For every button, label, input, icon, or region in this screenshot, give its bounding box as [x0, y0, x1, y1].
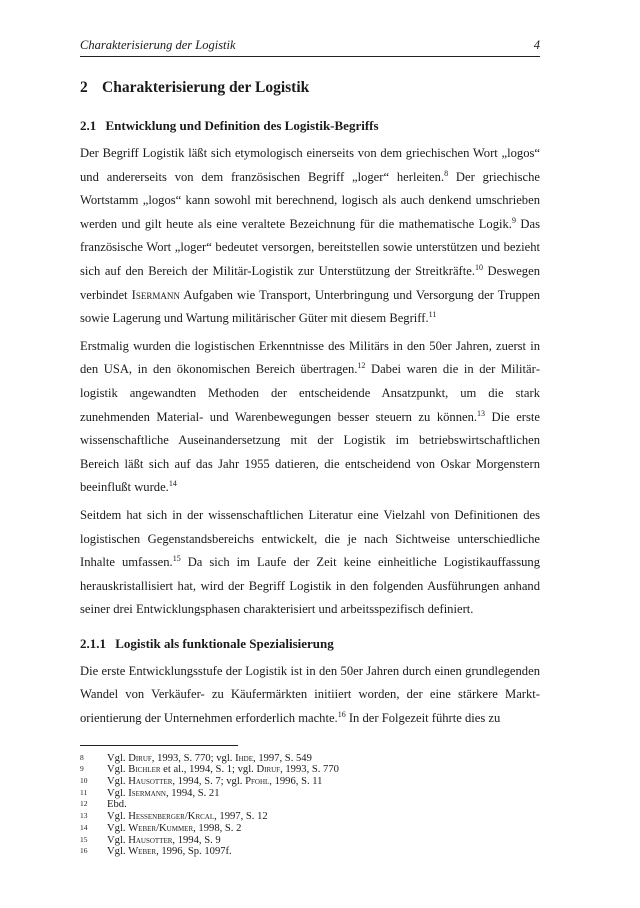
footnote-text: Vgl. Isermann, 1994, S. 21 [107, 787, 220, 799]
footnote [80, 764, 540, 776]
footnote-text: Vgl. Diruf, 1993, S. 770; vgl. Ihde, 1997, S. 549 [107, 752, 312, 764]
footnote-ref: 15 [172, 553, 181, 563]
text-run: Der griechische Wortstamm „logos“ kann sowohl mit berechnend, logisch als auch denkend umschrieben werden und gilt heute als eine veraltete Bezeichnung für die mathematische Logik. [80, 169, 540, 231]
footnote-text: Vgl. Weber/Kummer, 1998, S. 2 [107, 822, 242, 834]
paragraph-3 [80, 504, 540, 622]
page [80, 38, 540, 858]
footnote [80, 799, 540, 811]
section-heading [80, 118, 540, 134]
text-run: Erstmalig wurden die logistischen Erkenntnisse des Militärs in den 50er Jahren, zuerst in den USA, in den ökonomischen Bereich übertragen. [80, 338, 540, 377]
footnote-text: Vgl. Weber, 1996, Sp. 1097f. [107, 846, 232, 858]
text-run: Da sich im Laufe der Zeit keine einheitliche Logistikauffassung herauskristallisiert hat, wird der Begriff Logistik in den folgenden Ausführungen anhand seiner drei Entwicklungsphasen charakterisiert und arbeitsspezifisch definiert. [80, 555, 541, 617]
paragraph-1 [80, 142, 540, 331]
text-run: Deswegen verbindet [80, 263, 540, 302]
subsection-title: Logistik als funktionale Spezialisierung [115, 635, 334, 651]
footnote-number: 14 [80, 822, 88, 832]
chapter-number: 2 [80, 79, 88, 96]
footnote [80, 823, 540, 835]
footnote-divider [80, 745, 238, 753]
text-run: In der Folgezeit führte dies zu [345, 711, 501, 726]
text-run: Aufgaben wie Transport, Unterbringung und Versorgung der Truppen sowie Lagerung und Wartung militärischer Güter mit diesem Begriff. [80, 287, 540, 326]
footnote [80, 835, 540, 847]
paragraph-2 [80, 335, 540, 500]
footnote [80, 753, 540, 765]
footnote [80, 788, 540, 800]
running-head-title: Charakterisierung der Logistik [80, 38, 236, 52]
footnote-number: 8 [80, 752, 84, 762]
footnote-text: Vgl. Bichler et al., 1994, S. 1; vgl. Diruf, 1993, S. 770 [107, 764, 339, 776]
footnote [80, 776, 540, 788]
text-run: Seitdem hat sich in der wissenschaftlichen Literatur eine Vielzahl von Definitionen des logistischen Gegenstandsbereichs entwickelt, die je nach Sichtweise unterschiedliche Inhalte umfassen. [80, 507, 540, 570]
running-head [80, 38, 540, 57]
footnote-number: 9 [80, 764, 84, 774]
footnote-text: Vgl. Hessenberger/Krcal, 1997, S. 12 [107, 811, 268, 823]
footnotes [80, 753, 540, 858]
footnote-number: 10 [80, 776, 88, 786]
footnote [80, 846, 540, 858]
chapter-title: Charakterisierung der Logistik [102, 79, 310, 96]
author-name: Isermann [131, 287, 180, 302]
section-title: Entwicklung und Definition des Logistik-Begriffs [105, 118, 379, 133]
text-run: Die erste Entwicklungsstufe der Logistik ist in den 50er Jahren durch einen grundlegenden Wandel von Verkäufer- zu Käufermärkten initiiert worden, der eine stärkere Marktorientierung der Unternehmen erforderlich machte. [80, 663, 540, 726]
section-number: 2.1 [80, 118, 97, 133]
footnote-ref: 16 [337, 709, 346, 719]
text-run: Dabei waren die in der Militärlogistik angewandten Methoden der entscheidende Ansatzpunkt, um die stark zunehmenden Material- und Warenbewegungen besser steuern zu können. [80, 362, 541, 424]
footnote-ref: 13 [477, 408, 486, 418]
footnote-number: 12 [80, 799, 88, 809]
text-run: Der Begriff Logistik läßt sich etymologisch einerseits von dem griechischen Wort „logos“ und andererseits von dem französischen Begriff „loger“ herleiten. [80, 146, 540, 184]
chapter-heading [80, 79, 540, 97]
footnote-text: Vgl. Hausotter, 1994, S. 7; vgl. Pfohl, 1996, S. 11 [107, 776, 323, 788]
footnote-number: 11 [80, 787, 88, 797]
footnote-ref: 9 [511, 215, 516, 225]
footnote-ref: 14 [168, 479, 177, 489]
footnote-number: 13 [80, 811, 88, 821]
page-number: 4 [533, 38, 540, 52]
footnote-text: Vgl. Hausotter, 1994, S. 9 [107, 834, 221, 846]
footnote-ref: 8 [444, 168, 449, 178]
footnote-text: Ebd. [107, 799, 127, 811]
subsection-number: 2.1.1 [80, 635, 106, 651]
footnote-number: 15 [80, 834, 88, 844]
footnote-ref: 10 [474, 262, 483, 272]
paragraph-4 [80, 660, 540, 731]
footnote-ref: 11 [428, 309, 437, 319]
subsection-heading [80, 636, 540, 652]
footnote-ref: 12 [357, 361, 366, 371]
text-run: Die erste wissenschaftliche Auseinandersetzung mit der Logistik im betriebswirtschaftlichen Bereich läßt sich auf das Jahr 1955 datieren, die entscheidend von Oskar Morgenstern beeinflußt wurde. [80, 409, 540, 495]
footnote [80, 811, 540, 823]
text-run: Das französische Wort „loger“ bedeutet versorgen, bereitstellen sowie unterstützen und bezieht sich auf den Bereich der Militär-Logistik zur Unterstützung der Streitkräfte. [80, 216, 540, 278]
footnote-number: 16 [80, 846, 88, 856]
